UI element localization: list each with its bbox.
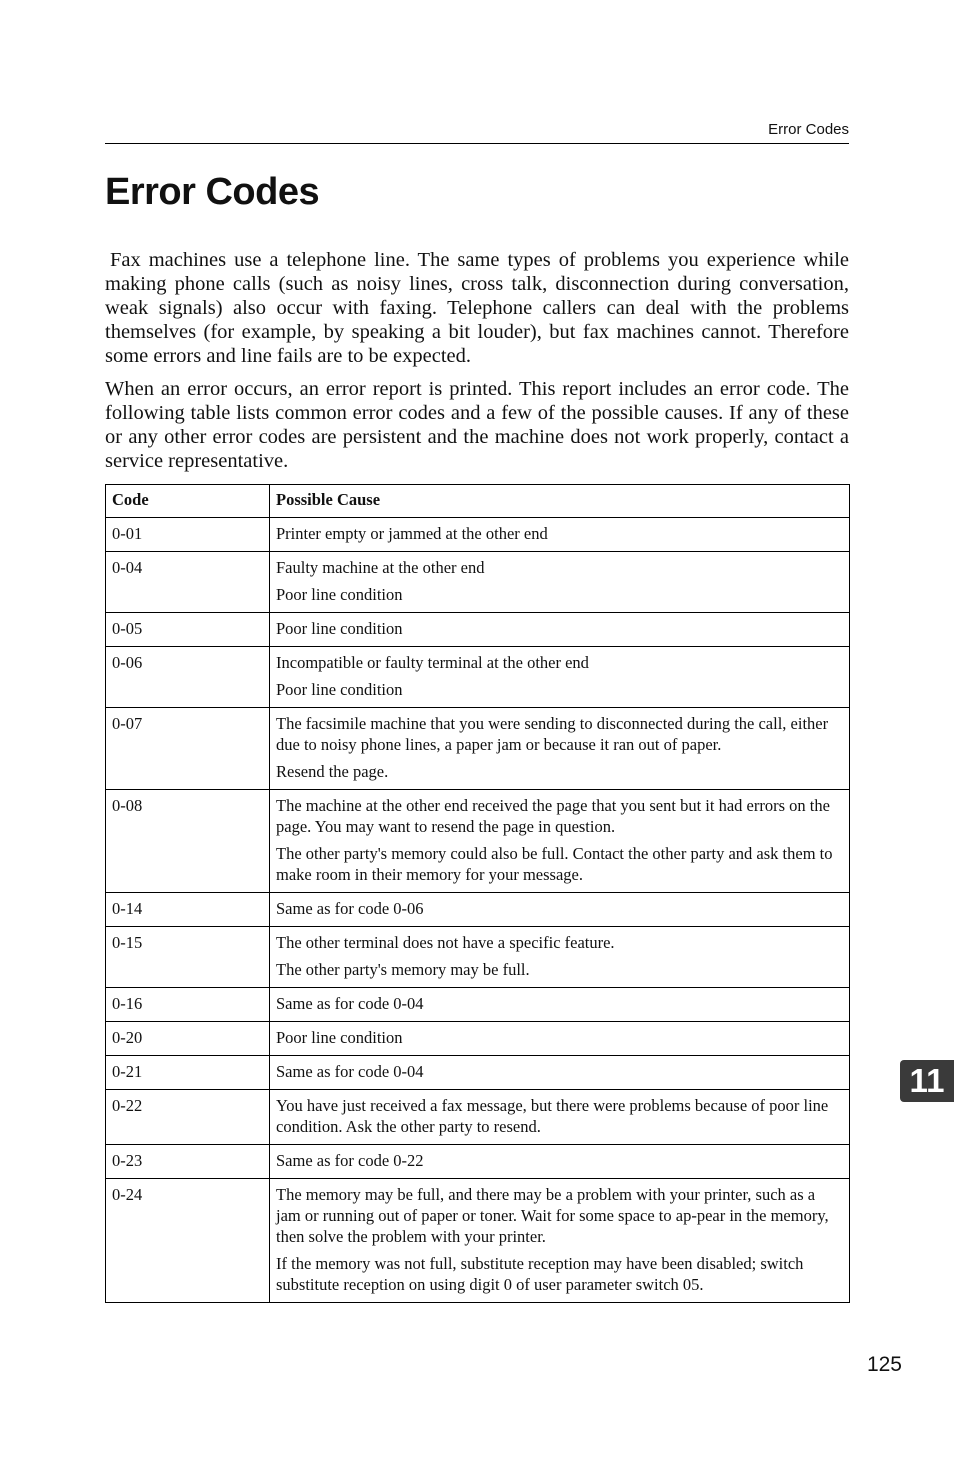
cause-line: You have just received a fax message, but there were problems because of poor line condition. Ask the other party to resend. xyxy=(276,1096,829,1136)
cause-line: Same as for code 0-04 xyxy=(276,994,424,1013)
table-row xyxy=(106,1090,850,1145)
table-row xyxy=(106,1179,850,1303)
cause-line: Same as for code 0-22 xyxy=(276,1151,424,1170)
possible-cause-cell xyxy=(270,518,850,552)
chapter-tab: 11 xyxy=(900,1060,954,1102)
error-code-cell: 0-08 xyxy=(106,790,270,893)
table-row xyxy=(106,613,850,647)
cause-line: The other terminal does not have a specific feature. xyxy=(276,933,615,952)
error-code-cell: 0-01 xyxy=(106,518,270,552)
possible-cause-cell xyxy=(270,1179,850,1303)
cause-line: The facsimile machine that you were sending to disconnected during the call, either due to noisy phone lines, a paper jam or because it ran out of paper. xyxy=(276,714,829,754)
error-codes-table xyxy=(105,484,850,1303)
table-row xyxy=(106,647,850,708)
table-row xyxy=(106,518,850,552)
error-code-cell: 0-20 xyxy=(106,1022,270,1056)
error-report-paragraph: When an error occurs, an error report is printed. This report includes an error code. The following table lists common error codes and a few of the possible causes. If any of these or any other error codes are persistent and the machine does not work properly, contact a service representative. xyxy=(105,378,849,472)
error-code-cell: 0-22 xyxy=(106,1090,270,1145)
table-row xyxy=(106,988,850,1022)
possible-cause-cell xyxy=(270,790,850,893)
table-body xyxy=(106,518,850,1303)
cause-line: If the memory was not full, substitute reception may have been disabled; switch substitute reception on using digit 0 of user parameter switch 05. xyxy=(276,1254,804,1294)
table-row xyxy=(106,552,850,613)
cause-line: Incompatible or faulty terminal at the other end xyxy=(276,653,589,672)
table-row xyxy=(106,927,850,988)
possible-cause-cell xyxy=(270,708,850,790)
possible-cause-cell xyxy=(270,1056,850,1090)
error-code-cell: 0-21 xyxy=(106,1056,270,1090)
table-row xyxy=(106,893,850,927)
table-header-row xyxy=(106,485,850,518)
column-header-possible-cause: Possible Cause xyxy=(270,485,850,518)
table-row xyxy=(106,1056,850,1090)
possible-cause-cell xyxy=(270,647,850,708)
possible-cause-cell xyxy=(270,1090,850,1145)
cause-line: Printer empty or jammed at the other end xyxy=(276,524,548,543)
table-row xyxy=(106,1022,850,1056)
possible-cause-cell xyxy=(270,927,850,988)
table-row xyxy=(106,708,850,790)
intro-paragraph: Fax machines use a telephone line. The same types of problems you experience while making phone calls (such as noisy lines, cross talk, disconnection during conversation, weak signals) also occur with faxing. Telephone callers can deal with the problems themselves (for example, by speaking a bit louder), but fax machines cannot. Therefore some errors and line fails are to be expected. xyxy=(105,249,849,367)
error-code-cell: 0-07 xyxy=(106,708,270,790)
possible-cause-cell xyxy=(270,893,850,927)
error-code-cell: 0-16 xyxy=(106,988,270,1022)
running-header-title: Error Codes xyxy=(768,121,849,138)
cause-line: Resend the page. xyxy=(276,762,389,781)
error-code-cell: 0-06 xyxy=(106,647,270,708)
possible-cause-cell xyxy=(270,988,850,1022)
cause-line: Poor line condition xyxy=(276,680,403,699)
cause-line: Faulty machine at the other end xyxy=(276,558,485,577)
error-code-cell: 0-04 xyxy=(106,552,270,613)
cause-line: The other party's memory may be full. xyxy=(276,960,530,979)
possible-cause-cell xyxy=(270,613,850,647)
cause-line: Same as for code 0-06 xyxy=(276,899,424,918)
running-header xyxy=(105,118,849,144)
error-code-cell: 0-14 xyxy=(106,893,270,927)
error-code-cell: 0-15 xyxy=(106,927,270,988)
possible-cause-cell xyxy=(270,552,850,613)
cause-line: Same as for code 0-04 xyxy=(276,1062,424,1081)
table-row xyxy=(106,790,850,893)
cause-line: The machine at the other end received the page that you sent but it had errors on the page. You may want to resend the page in question. xyxy=(276,796,830,836)
page-title: Error Codes xyxy=(105,171,320,213)
cause-line: Poor line condition xyxy=(276,619,403,638)
cause-line: Poor line condition xyxy=(276,585,403,604)
cause-line: Poor line condition xyxy=(276,1028,403,1047)
error-code-cell: 0-23 xyxy=(106,1145,270,1179)
error-code-cell: 0-05 xyxy=(106,613,270,647)
error-code-cell: 0-24 xyxy=(106,1179,270,1303)
possible-cause-cell xyxy=(270,1145,850,1179)
column-header-code: Code xyxy=(106,485,270,518)
page-number: 125 xyxy=(866,1353,902,1376)
table-row xyxy=(106,1145,850,1179)
possible-cause-cell xyxy=(270,1022,850,1056)
cause-line: The memory may be full, and there may be a problem with your printer, such as a jam or running out of paper or toner. Wait for some space to ap-pear in the memory, then solve the problem with your printer. xyxy=(276,1185,829,1246)
cause-line: The other party's memory could also be full. Contact the other party and ask them to make room in their memory for your message. xyxy=(276,844,833,884)
